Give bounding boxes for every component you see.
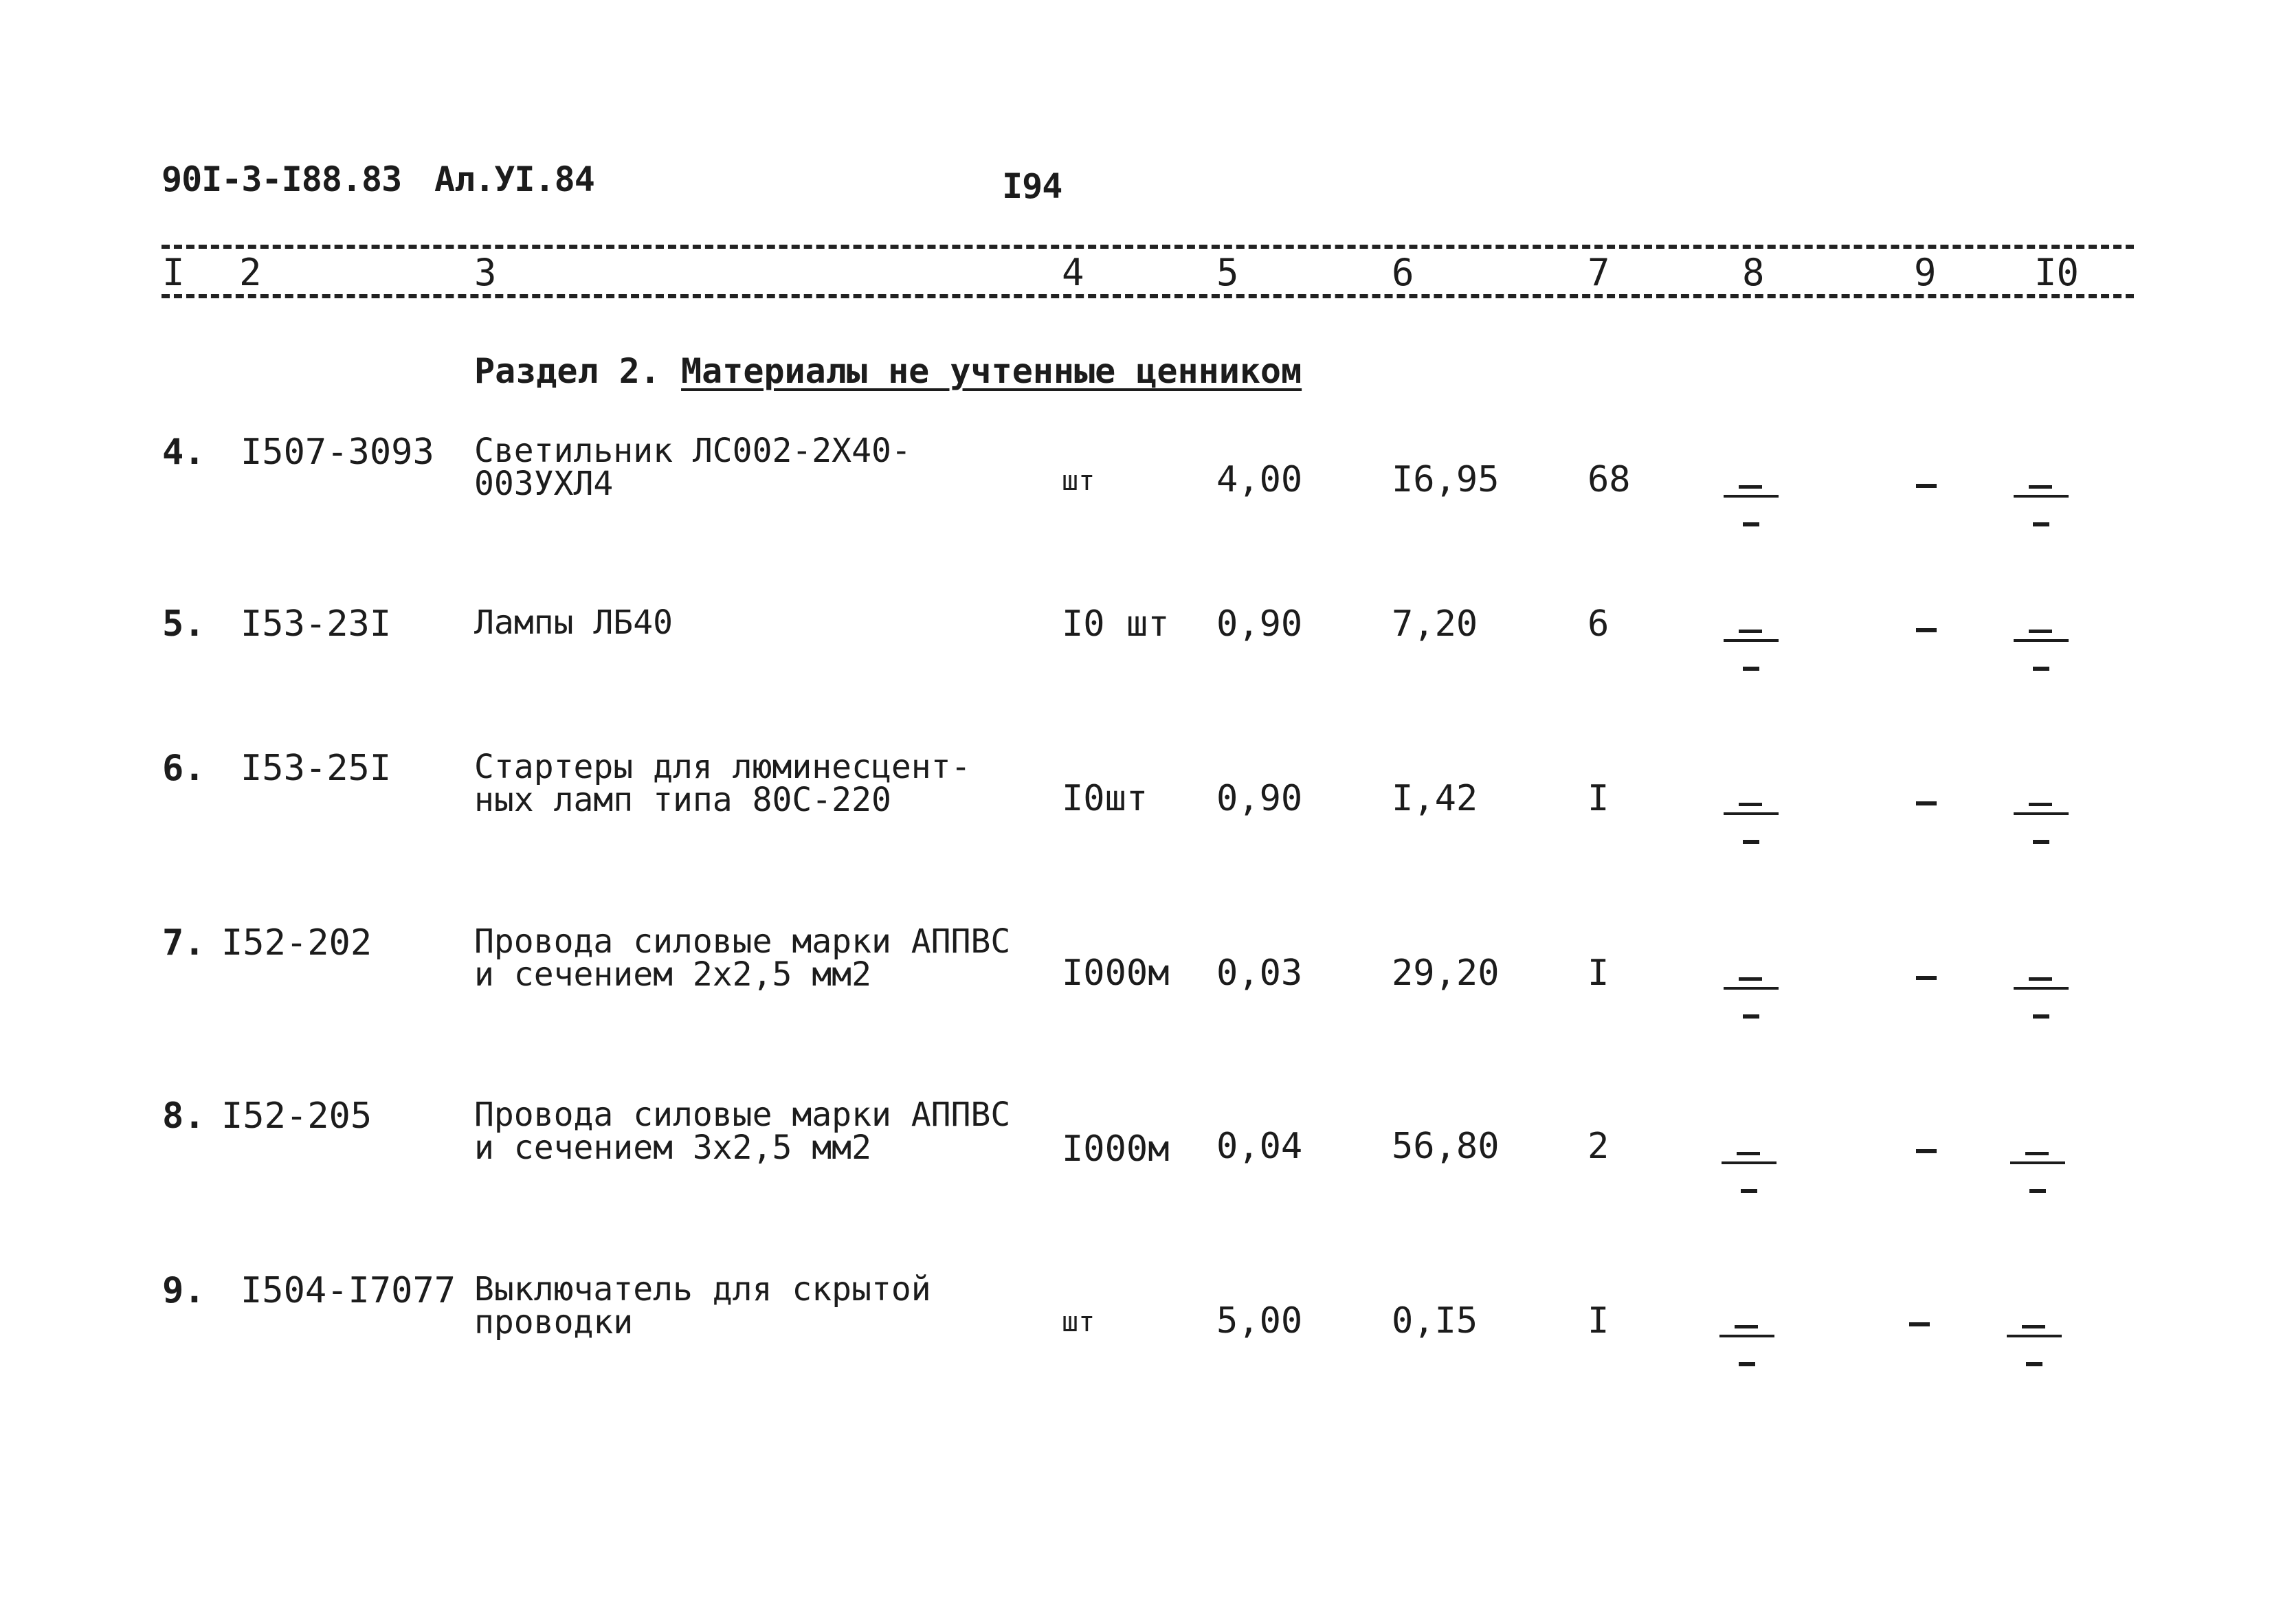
row-quantity: 56,80 (1392, 1126, 1500, 1167)
page-number: I94 (1002, 166, 1062, 206)
column-header-8: 8 (1742, 251, 1765, 294)
row-unit: I000м (1062, 1128, 1170, 1170)
row-code: I52-202 (221, 922, 372, 964)
row-number: 6. (162, 748, 205, 789)
row-unit: I0шт (1062, 778, 1148, 819)
column-header-9: 9 (1914, 251, 1937, 294)
dash-col9 (1916, 1149, 1937, 1153)
row-quantity: 7,20 (1392, 603, 1478, 645)
row-total: I (1588, 778, 1610, 819)
fraction-dash-col10 (2014, 972, 2069, 1027)
album-ref: Ал.УI.84 (434, 159, 594, 199)
row-unit: шт (1062, 465, 1095, 497)
section-heading (474, 351, 1302, 391)
row-number: 8. (162, 1095, 205, 1137)
row-code: I52-205 (221, 1095, 372, 1137)
column-header-4: 4 (1062, 251, 1084, 294)
row-price: 0,90 (1216, 778, 1303, 819)
dash-col9 (1909, 1322, 1930, 1326)
fraction-dash-col10 (2007, 1320, 2062, 1375)
row-price: 0,03 (1216, 953, 1303, 994)
row-quantity: 0,I5 (1392, 1300, 1478, 1342)
section-prefix: Раздел 2. (474, 351, 660, 391)
column-header-3: 3 (474, 251, 497, 294)
fraction-dash-col8 (1724, 972, 1779, 1027)
doc-code: 90I-3-I88.83 (162, 159, 402, 199)
fraction-dash-col8 (1724, 480, 1779, 535)
row-name: Провода силовые марки АППВС и сечением 3х2,5 мм2 (474, 1095, 1011, 1167)
row-name: Лампы ЛБ40 (474, 603, 673, 642)
row-number: 4. (162, 432, 205, 473)
row-total: 6 (1588, 603, 1610, 645)
row-name: Выключатель для скрытой проводки (474, 1270, 931, 1342)
column-header-7: 7 (1588, 251, 1610, 294)
row-code: I507-3093 (241, 432, 434, 473)
row-unit: I000м (1062, 953, 1170, 994)
dash-col9 (1916, 628, 1937, 632)
header-rule-bottom (162, 294, 2134, 298)
row-price: 0,04 (1216, 1126, 1303, 1167)
header-rule-top (162, 245, 2134, 249)
row-price: 0,90 (1216, 603, 1303, 645)
row-total: 68 (1588, 459, 1631, 500)
fraction-dash-col10 (2014, 624, 2069, 679)
row-number: 5. (162, 603, 205, 645)
row-total: I (1588, 1300, 1610, 1342)
row-unit: I0 шт (1062, 603, 1170, 645)
row-name: Стартеры для люминесцент- ных ламп типа 80С-220 (474, 748, 971, 819)
column-header-6: 6 (1392, 251, 1414, 294)
column-header-5: 5 (1216, 251, 1239, 294)
column-header-2: 2 (239, 251, 262, 294)
row-number: 7. (162, 922, 205, 964)
fraction-dash-col10 (2014, 797, 2069, 852)
row-total: I (1588, 953, 1610, 994)
row-code: I53-23I (241, 603, 392, 645)
dash-col9 (1916, 801, 1937, 805)
row-total: 2 (1588, 1126, 1610, 1167)
section-title: Материалы не учтенные ценником (681, 351, 1302, 391)
fraction-dash-col8 (1722, 1146, 1777, 1201)
dash-col9 (1916, 484, 1937, 488)
fraction-dash-col8 (1719, 1320, 1774, 1375)
row-name: Светильник ЛС002-2Х40- 003УХЛ4 (474, 432, 911, 503)
fraction-dash-col10 (2010, 1146, 2065, 1201)
fraction-dash-col8 (1724, 624, 1779, 679)
row-unit: шт (1062, 1306, 1095, 1338)
row-code: I504-I7077 (241, 1270, 456, 1311)
row-code: I53-25I (241, 748, 392, 789)
row-price: 4,00 (1216, 459, 1303, 500)
row-name: Провода силовые марки АППВС и сечением 2х2,5 мм2 (474, 922, 1011, 994)
column-header-10: I0 (2034, 251, 2080, 294)
row-price: 5,00 (1216, 1300, 1303, 1342)
fraction-dash-col10 (2014, 480, 2069, 535)
row-number: 9. (162, 1270, 205, 1311)
row-quantity: I6,95 (1392, 459, 1500, 500)
row-quantity: I,42 (1392, 778, 1478, 819)
row-quantity: 29,20 (1392, 953, 1500, 994)
dash-col9 (1916, 976, 1937, 980)
column-header-1: I (162, 251, 185, 294)
fraction-dash-col8 (1724, 797, 1779, 852)
